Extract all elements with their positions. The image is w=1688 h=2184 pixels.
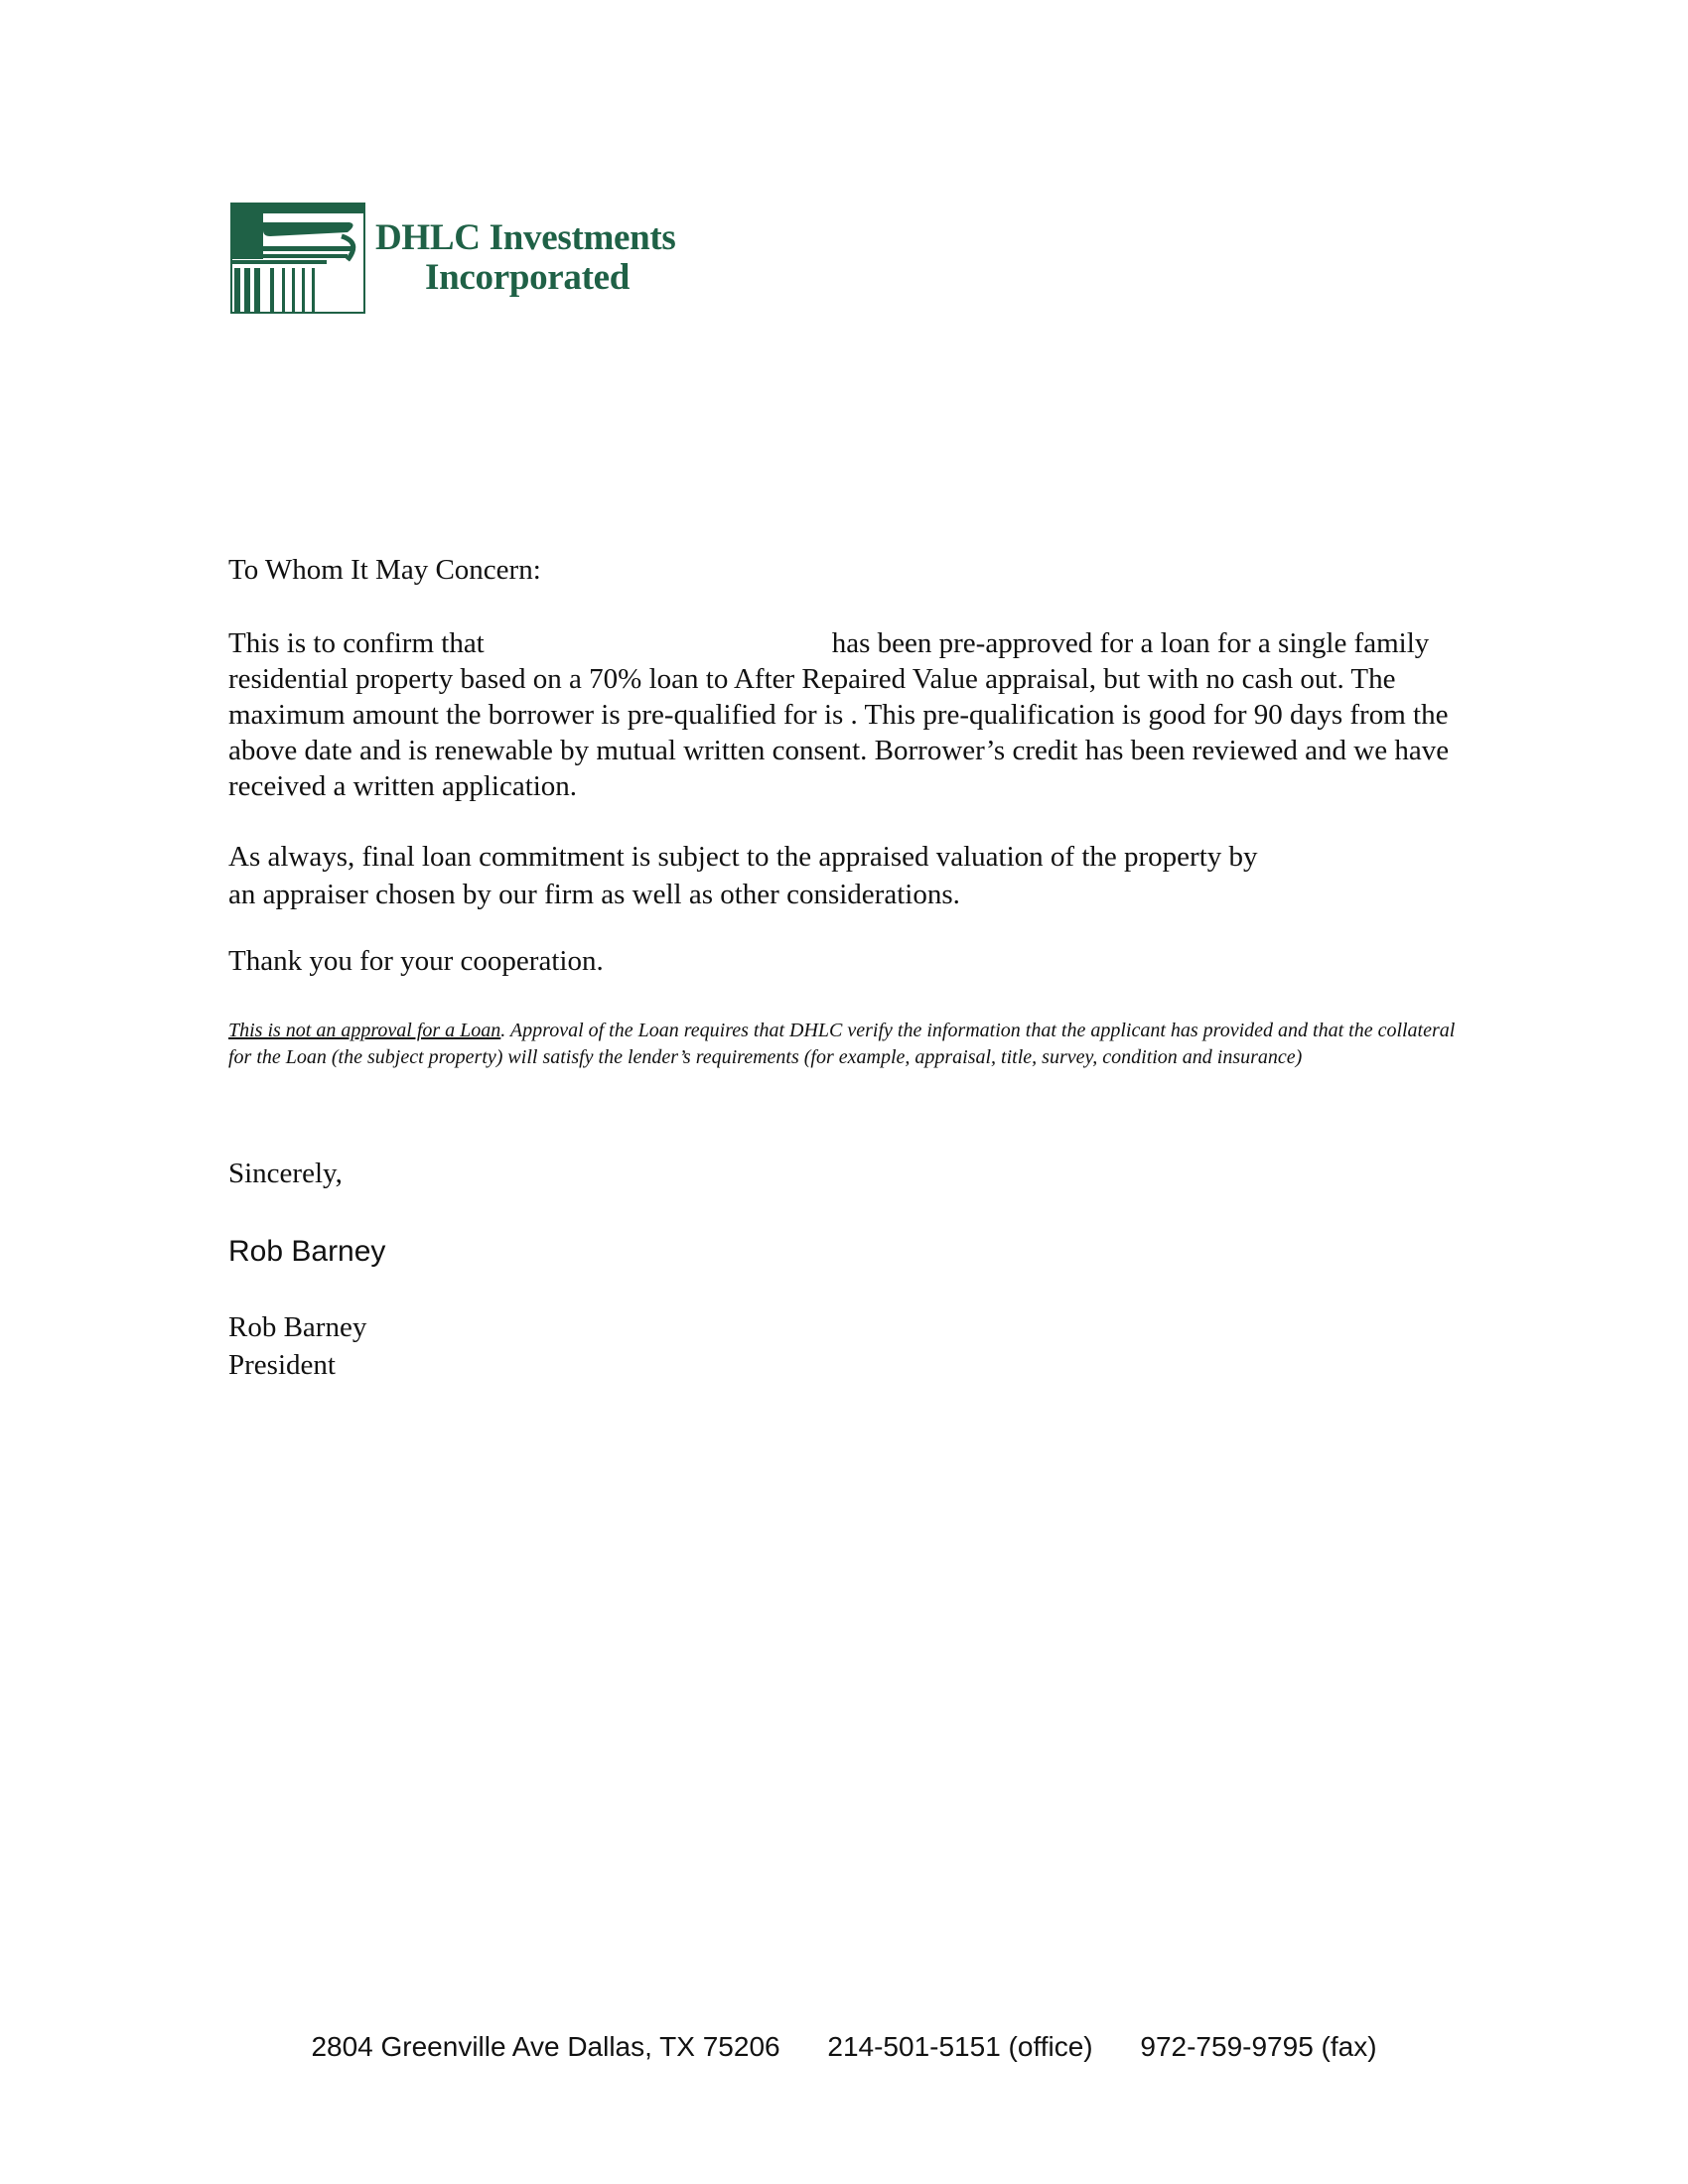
- commitment-line2: an appraiser chosen by our firm as well as other considerations.: [228, 879, 960, 910]
- footer-office-phone: 214-501-5151 (office): [827, 2031, 1093, 2062]
- disclaimer-heading: This is not an approval for a Loan: [228, 1020, 501, 1041]
- company-name-line1: DHLC Investments: [375, 217, 676, 259]
- confirmation-intro: This is to confirm that: [228, 627, 485, 659]
- signer-title: President: [228, 1349, 336, 1381]
- letterhead-footer: [0, 2031, 1688, 2063]
- thank-you-line: Thank you for your cooperation.: [228, 945, 604, 977]
- company-name-line2: Incorporated: [425, 257, 631, 298]
- salutation: To Whom It May Concern:: [228, 554, 541, 586]
- commitment-paragraph: [228, 838, 1470, 913]
- footer-address: 2804 Greenville Ave Dallas, TX 75206: [311, 2031, 780, 2062]
- signature: Rob Barney: [228, 1235, 386, 1268]
- closing: Sincerely,: [228, 1158, 343, 1189]
- commitment-line1: As always, final loan commitment is subject to the appraised valuation of the property by: [228, 841, 1258, 873]
- disclaimer-body: . Approval of the Loan requires that DHLC verify the information that the applicant has provided and that the collateral for the Loan (the subject property) will satisfy the lender’s requirements (for example, appraisal, title, survey, condition and insurance): [228, 1020, 1456, 1068]
- confirmation-paragraph: [228, 625, 1470, 804]
- signer-name: Rob Barney: [228, 1311, 367, 1343]
- company-name: [375, 218, 676, 298]
- signer-block: [228, 1308, 1470, 1384]
- footer-fax: 972-759-9795 (fax): [1140, 2031, 1377, 2062]
- confirmation-body: has been pre-approved for a loan for a single family residential property based on a 70% loan to After Repaired Value appraisal, but with no cash out. The maximum amount the borrower is pre-qualified for is . This pre-qualification is good for 90 days from the above date and is renewable by mutual written consent. Borrower’s credit has been reviewed and we have received a written application.: [228, 627, 1450, 802]
- disclaimer: [228, 1018, 1470, 1071]
- building-column-icon: [230, 203, 365, 314]
- company-logo: [230, 203, 676, 314]
